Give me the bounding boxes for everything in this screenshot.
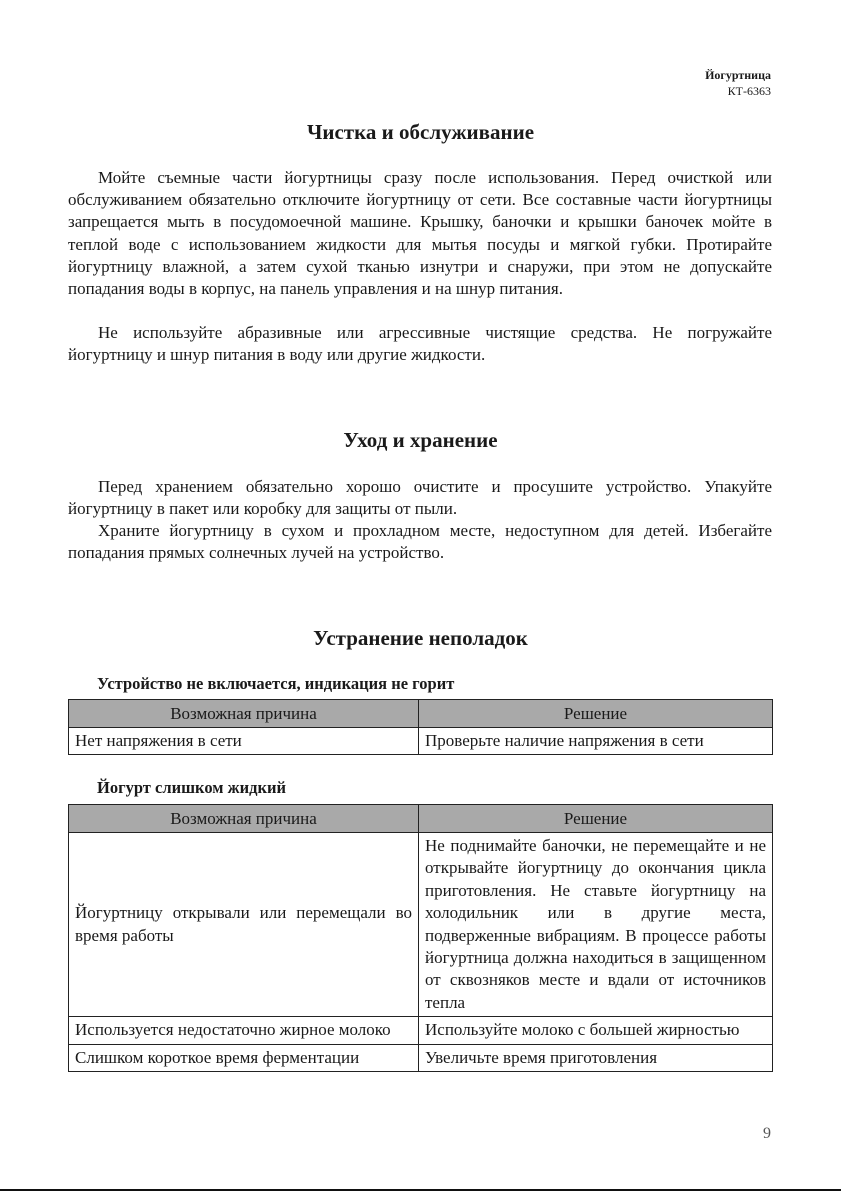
- cleaning-paragraph-1: Мойте съемные части йогуртницы сразу после использования. Перед очисткой или обслуживанием обязательно отключите йогуртницу от сети. Все составные части йогуртницы запрещается мыть в посудомоечной машине. Крышку, баночки и крышки баночек мойте в теплой воде с использованием жидкости для мытья посуды и мягкой губки. Протирайте йогуртницу влажной, а затем сухой тканью изнутри и снаружи, при этом не допускайте попадания воды в корпус, на панель управления и на шнур питания.: [68, 168, 772, 299]
- header-model-number: КТ-6363: [727, 84, 771, 98]
- cause-cell: Йогуртницу открывали или перемещали во время работы: [69, 833, 419, 1017]
- solution-cell: Увеличьте время приготовления: [419, 1044, 773, 1071]
- header-product-name: Йогуртница: [705, 68, 771, 82]
- table-row: [69, 1044, 773, 1071]
- storage-paragraph-1: Перед хранением обязательно хорошо очистите и просушите устройство. Упакуйте йогуртницу в пакет или коробку для защиты от пыли.: [68, 477, 772, 519]
- storage-paragraph-2: Храните йогуртницу в сухом и прохладном месте, недоступном для детей. Избегайте попадания прямых солнечных лучей на устройство.: [68, 521, 772, 563]
- cause-cell: Нет напряжения в сети: [69, 728, 419, 755]
- column-header-solution: Решение: [419, 700, 773, 728]
- column-header-cause: Возможная причина: [69, 700, 419, 728]
- table-row: [69, 833, 773, 1017]
- troubleshooting-table-liquid-yogurt: [68, 804, 773, 1072]
- solution-cell: Используйте молоко с большей жирностью: [419, 1017, 773, 1044]
- column-header-solution: Решение: [419, 805, 773, 833]
- cause-cell: Используется недостаточно жирное молоко: [69, 1017, 419, 1044]
- page-number: 9: [763, 1125, 771, 1142]
- section-title-troubleshooting: Устранение неполадок: [313, 626, 528, 650]
- column-header-cause: Возможная причина: [69, 805, 419, 833]
- solution-cell: Проверьте наличие напряжения в сети: [419, 728, 773, 755]
- section-title-cleaning: Чистка и обслуживание: [306, 120, 535, 144]
- table-row: [69, 728, 773, 755]
- cause-cell: Слишком короткое время ферментации: [69, 1044, 419, 1071]
- troubleshooting-table-no-power: [68, 699, 773, 755]
- problem-title-liquid-yogurt: Йогурт слишком жидкий: [97, 778, 286, 797]
- cleaning-paragraph-2: Не используйте абразивные или агрессивные чистящие средства. Не погружайте йогуртницу и шнур питания в воду или другие жидкости.: [68, 323, 772, 365]
- table-header-row: [69, 805, 773, 833]
- table-row: [69, 1017, 773, 1044]
- table-header-row: [69, 700, 773, 728]
- section-title-storage: Уход и хранение: [343, 428, 498, 452]
- problem-title-no-power: Устройство не включается, индикация не горит: [97, 674, 455, 693]
- solution-cell: Не поднимайте баночки, не перемещайте и не открывайте йогуртницу до окончания цикла приготовления. Не ставьте йогуртницу на холодильник или в другие места, подверженные вибрациям. В процессе работы йогуртница должна находиться в защищенном от сквозняков месте и вдали от источников тепла: [419, 833, 773, 1017]
